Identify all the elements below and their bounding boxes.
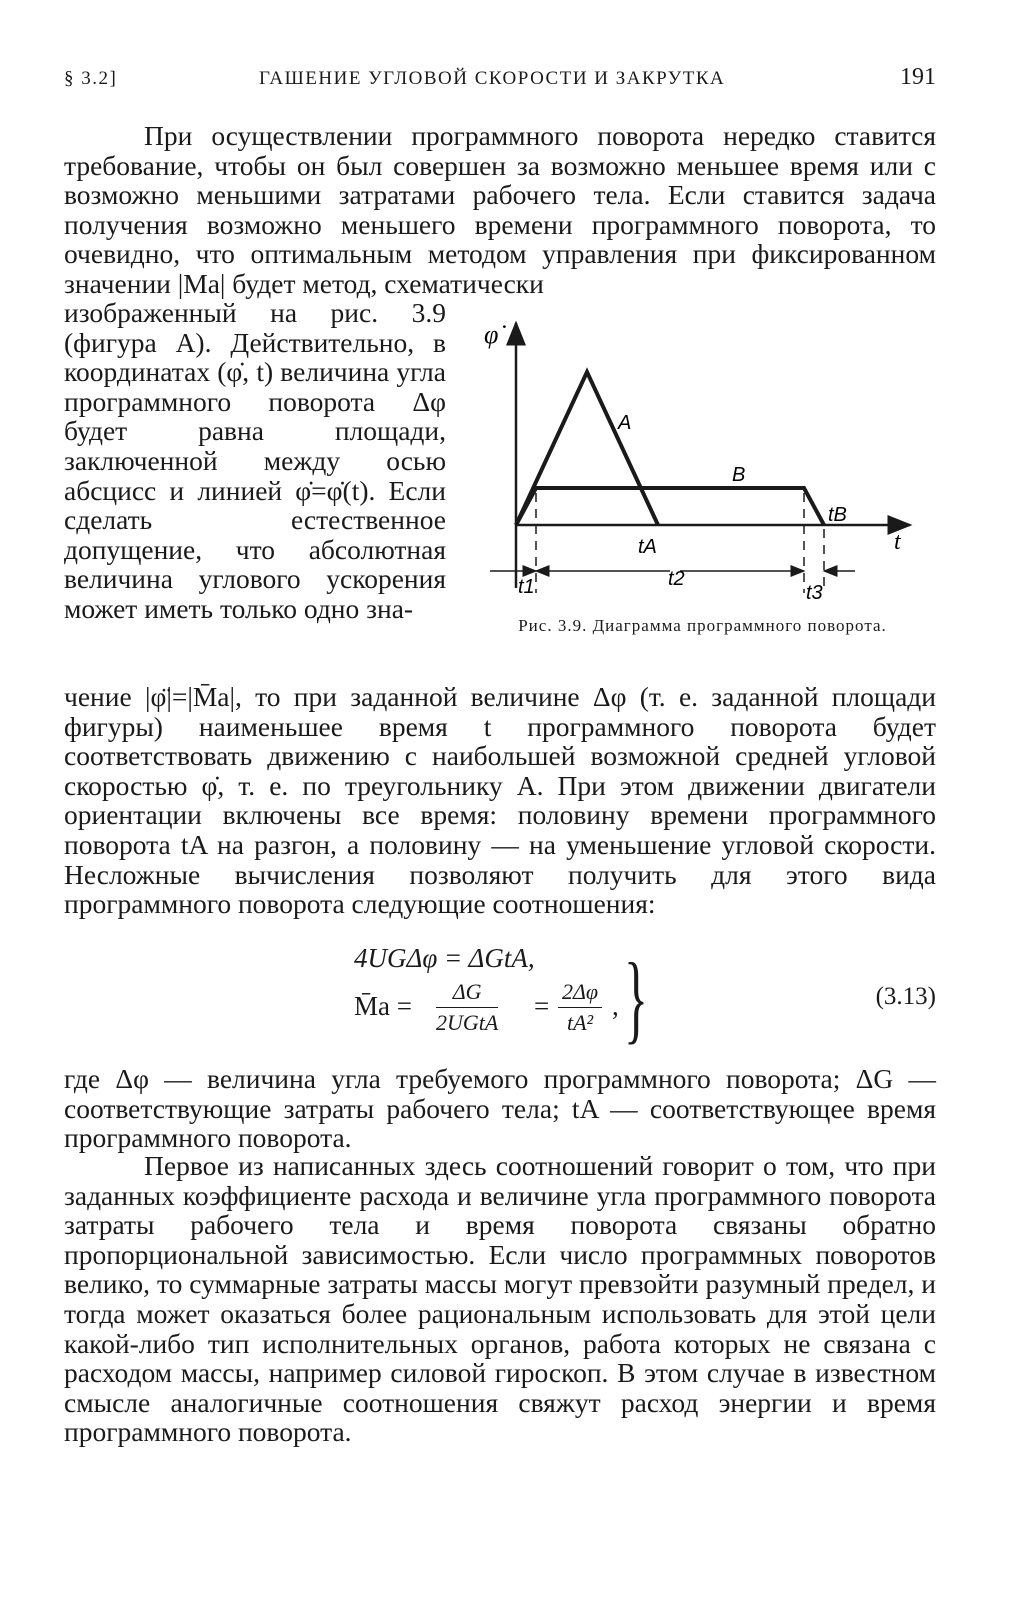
equation-number: (3.13) (875, 983, 936, 1010)
paragraph-3 (64, 1151, 936, 1447)
fraction-1-denominator: 2UGtA (436, 1010, 499, 1035)
paragraph-1-text: При осуществлении программного поворота нередко ставится требование, чтобы он был совершен за возможно меньшее время или с возможно меньшими затратами рабочего тела. Если ставится задача получения возможно меньшего времени программного поворота, то очевидно, что оптимальным методом управления при фиксированном значении |Mа| будет метод, схематически (64, 120, 936, 299)
formula-brace: } (624, 942, 648, 1053)
formula-comma: , (612, 991, 619, 1021)
fraction-2-numerator: 2Δφ (558, 979, 602, 1008)
fraction-1-numerator: ΔG (436, 979, 498, 1008)
fraction-2 (558, 979, 602, 1036)
label-t2: t2 (668, 568, 685, 590)
paragraph-1-side (64, 298, 446, 624)
label-t1: t1 (518, 576, 535, 598)
page-number: 191 (900, 64, 936, 90)
figure-A-triangle (516, 372, 658, 525)
label-B: B (732, 464, 746, 486)
paragraph-2 (64, 1064, 936, 1153)
figure-caption: Рис. 3.9. Диаграмма программного поворота. (518, 616, 887, 635)
section-number: § 3.2] (64, 68, 118, 89)
fraction-2-denominator: tA² (566, 1010, 594, 1035)
y-axis-label: φ̇ (484, 320, 499, 349)
formula-line-1: 4UGΔφ = ΔGtA, (354, 943, 535, 973)
paragraph-2-text: где Δφ — величина угла требуемого программного поворота; ΔG — соответствующие затраты рабочего тела; tA — соответствующее время программного поворота. (64, 1063, 936, 1154)
paragraph-1-side-text: изображенный на рис. 3.9 (фигура A). Действительно, в координатах (φ̇, t) величина угла программного поворота Δφ будет равна площади, заключенной между осью абсцисс и линией φ̇=φ̇(t). Если сделать естественное допущение, что абсолютная величина углового ускорения может иметь только одно зна- (64, 297, 446, 624)
label-tB: tB (828, 504, 847, 526)
running-title: ГАШЕНИЕ УГЛОВОЙ СКОРОСТИ И ЗАКРУТКА (259, 68, 726, 89)
formula-3-13 (64, 943, 936, 1068)
figure-B-trapezoid (516, 488, 824, 525)
page-header (64, 64, 936, 94)
label-tA: tA (638, 536, 657, 558)
fraction-1 (436, 979, 498, 1036)
formula-line-2-lhs: M̄а = (354, 991, 412, 1021)
paragraph-3-text: Первое из написанных здесь соотношений говорит о том, что при заданных коэффициенте расхода и величине угла программного поворота затраты рабочего тела и время поворота связаны обратно пропорциональной зависимостью. Если число программных поворотов велико, то суммарные затраты массы могут превзойти разумный предел, и тогда может оказаться более рациональным использовать для этой цели какой-либо тип исполнительных органов, работа которых не связана с расходом массы, например силовой гироскоп. В этом случае в известном смысле аналогичные соотношения свяжут расход энергии и время программного поворота. (64, 1150, 936, 1448)
label-t3: t3 (806, 582, 823, 603)
paragraph-1-top (64, 121, 936, 299)
paragraph-1-bottom (64, 682, 936, 919)
paragraph-1-rest-text: чение |φ̈|=|M̄а|, то при заданной величине Δφ (т. е. заданной площади фигуры) наименьшее время t программного поворота будет соответствовать движению с наибольшей возможной средней угловой скоростью φ̇, т. е. по треугольнику A. При этом движении двигатели ориентации включены все время: половину времени программного поворота tA на разгон, а половину — на уменьшение угловой скорости. Несложные вычисления позволяют получить для этого вида программного поворота следующие соотношения: (64, 681, 936, 920)
diagram-svg (470, 303, 940, 603)
x-axis-label: t (894, 529, 901, 555)
figure-3-9 (470, 303, 940, 603)
label-A: A (618, 412, 632, 434)
formula-equals: = (534, 991, 550, 1021)
